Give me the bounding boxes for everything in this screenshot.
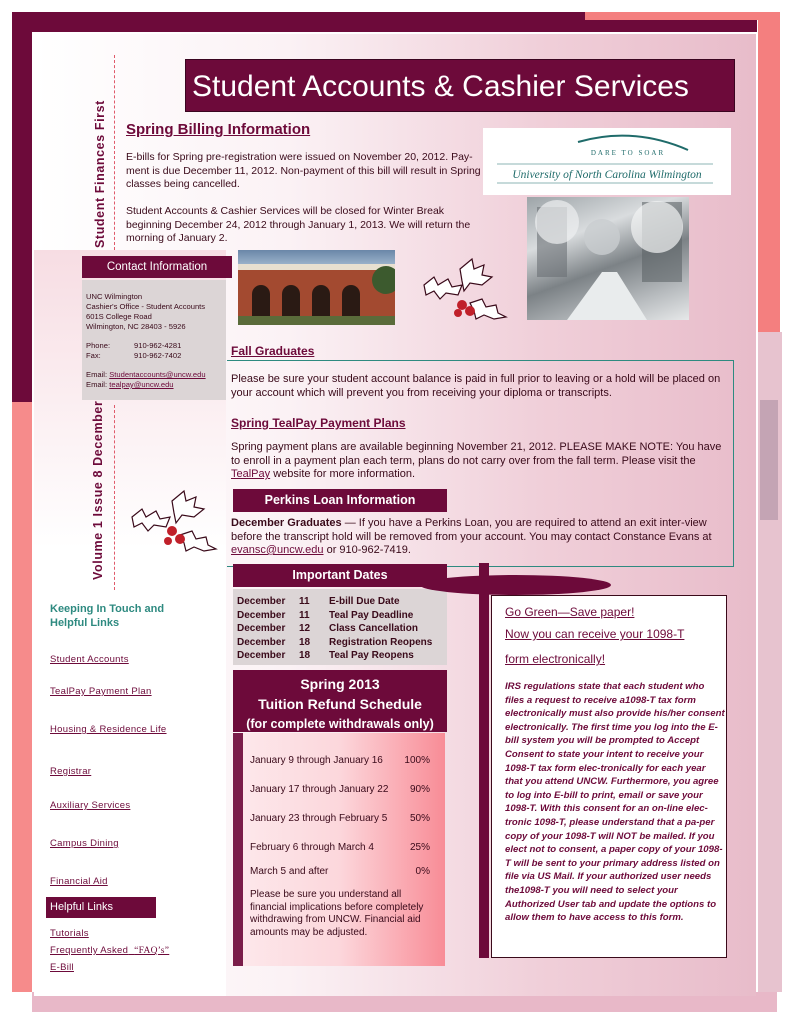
fall-graduates-heading: Fall Graduates	[231, 344, 315, 358]
logo-name: University of North Carolina Wilmington	[512, 169, 702, 181]
link-faq[interactable]: Frequently Asked “FAQ’s”	[50, 945, 170, 956]
refund-row: January 23 through February 5 50%	[250, 813, 430, 824]
holly-icon	[420, 255, 508, 323]
contact-city: Wilmington, NC 28403 - 5926	[86, 322, 186, 331]
link-housing[interactable]: Housing & Residence Life	[50, 724, 167, 735]
date-row: December 12 Class Cancellation	[237, 623, 418, 635]
link-tutorials[interactable]: Tutorials	[50, 928, 89, 939]
tealpay-link[interactable]: TealPay	[231, 468, 271, 480]
helpful-links-heading: Keeping In Touch and Helpful Links	[50, 603, 165, 629]
tuition-term: Spring 2013	[300, 676, 380, 692]
side-label-top: Student Finances First	[93, 100, 107, 248]
contact-info-box	[82, 280, 226, 400]
date-row: December 11 E-bill Due Date	[237, 596, 400, 607]
link-registrar[interactable]: Registrar	[50, 766, 92, 777]
link-campus-dining[interactable]: Campus Dining	[50, 838, 119, 849]
important-dates-heading: Important Dates	[233, 564, 447, 587]
frame-left-bar	[12, 12, 32, 402]
tuition-subtitle: (for complete withdrawals only)	[246, 717, 434, 731]
tealpay-heading: Spring TealPay Payment Plans	[231, 416, 406, 430]
contact-office: Cashier's Office - Student Accounts	[86, 302, 206, 311]
fall-graduates-text: Please be sure your student account balance is paid in full prior to leaving or a hold will be placed on your account which will prevent you from receiving your diploma or transcripts.	[231, 373, 721, 399]
date-row: December 18 Teal Pay Reopens	[237, 650, 414, 662]
frame-left-lower-bar	[12, 402, 32, 992]
tealpay-text-after: website for more information.	[270, 468, 416, 480]
dashed-divider	[114, 55, 115, 250]
link-tealpay-plan[interactable]: TealPay Payment Plan	[50, 686, 152, 697]
fax-label: Fax:	[86, 351, 101, 360]
link-ebill[interactable]: E-Bill	[50, 962, 74, 973]
frame-right-accent	[760, 400, 778, 520]
frame-top-accent	[585, 12, 780, 20]
campus-building-photo	[238, 250, 395, 325]
tuition-note: Please be sure you understand all financial implications before completely withdrawing from UNCW. Financial aid amounts may be adjusted.	[250, 889, 424, 938]
page-title-bar	[185, 59, 735, 112]
tuition-title: Tuition Refund Schedule	[258, 696, 422, 712]
link-student-accounts[interactable]: Student Accounts	[50, 654, 129, 665]
phone-label: Phone:	[86, 341, 111, 350]
date-row: December 11 Teal Pay Deadline	[237, 609, 414, 621]
tuition-stripe	[233, 733, 243, 966]
important-dates-list	[233, 589, 447, 665]
email-label: Email:	[86, 370, 108, 379]
dashed-divider	[114, 405, 115, 590]
tuition-refund-heading	[233, 670, 447, 732]
spring-billing-text: E-bills for Spring pre-registration were issued on November 20, 2012. Pay-ment is due December 11, 2012. Non-payment of this bill will result in Spring classes being cancelled.	[126, 151, 481, 190]
contact-street: 601S College Road	[86, 312, 152, 321]
tealpay-text-before: Spring payment plans are available beginning November 21, 2012. PLEASE MAKE NOTE: You have to enroll in a payment plan each term, plans do not carry over from the fall term. Please visit the	[231, 441, 722, 467]
link-auxiliary-services[interactable]: Auxiliary Services	[50, 800, 131, 811]
snowy-campus-photo	[527, 197, 689, 320]
logo-tagline: DARE TO SOAR	[590, 149, 666, 157]
refund-row: January 17 through January 22 90%	[250, 784, 430, 795]
perkins-heading: Perkins Loan Information	[233, 489, 447, 512]
uncw-logo	[483, 128, 731, 195]
go-green-subheading: Now you can receive your 1098-T	[505, 627, 685, 641]
contact-org: UNC Wilmington	[86, 292, 143, 301]
holly-icon	[128, 487, 218, 555]
go-green-heading: Go Green—Save paper!	[505, 605, 635, 619]
perkins-phone: or 910-962-7419.	[323, 544, 411, 556]
tealpay-email-link[interactable]: tealpay@uncw.edu	[109, 380, 174, 389]
student-accounts-email-link[interactable]: Studentaccounts@uncw.edu	[109, 370, 206, 379]
email-label: Email:	[86, 380, 108, 389]
fax-value: 910-962-7402	[134, 351, 182, 360]
frame-right-bar	[758, 12, 780, 332]
tealpay-text	[231, 441, 731, 482]
spring-billing-heading: Spring Billing Information	[126, 121, 311, 138]
refund-row: February 6 through March 4 25%	[250, 842, 430, 853]
page-title: Student Accounts & Cashier Services	[192, 70, 689, 103]
perkins-text	[231, 517, 721, 558]
winter-break-text: Student Accounts & Cashier Services will be closed for Winter Break beginning December 24, 2012 through January 1, 2013. We will return the morning of January 2.	[126, 205, 471, 244]
contact-heading: Contact Information	[106, 261, 208, 273]
side-label-issue: Volume 1 Issue 8 December	[91, 400, 105, 580]
perkins-email-link[interactable]: evansc@uncw.edu	[231, 544, 324, 556]
perkins-lead: December Graduates	[231, 517, 342, 529]
phone-value: 910-962-4281	[134, 341, 182, 350]
refund-row: January 9 through January 16 100%	[250, 755, 430, 766]
pushpin-stem	[479, 563, 489, 958]
refund-row: March 5 and after 0%	[250, 866, 430, 877]
contact-heading-bar	[82, 256, 232, 278]
date-row: December 18 Registration Reopens	[237, 636, 433, 648]
pushpin-head	[420, 575, 611, 595]
link-financial-aid[interactable]: Financial Aid	[50, 876, 108, 887]
go-green-text: IRS regulations state that each student who files a request to receive a1098-T tax form electronically must also provide his/her consent electronically. The first time you log into the E-bill system you will be prompted to Accept Consent to state your intent to receive your 1098-T tax form elec-tronically for each year that you attend UNCW. Furthermore, you agree to log into E-bill to print, email or save your 1098-T. With this consent for an on-line elec-tronic 1098-T, please understand that a pa-per copy of your 1098-T will NOT be mailed. If you elect not to consent, a paper copy of your 1098-T will be sent to your primary address listed on file via US Mail. If your authorized user needs the1098-T you will need to select your Authorized User tab and update the options to allow them to have access to this form.	[505, 681, 725, 924]
helpful-links-subheading: Helpful Links	[46, 897, 156, 918]
perkins-body: — If you have a Perkins Loan, you are required to attend an exit inter-view before the transcript hold will be removed from your account. You may contact Constance Evans at	[231, 517, 712, 543]
go-green-subheading-2: form electronically!	[505, 652, 606, 666]
